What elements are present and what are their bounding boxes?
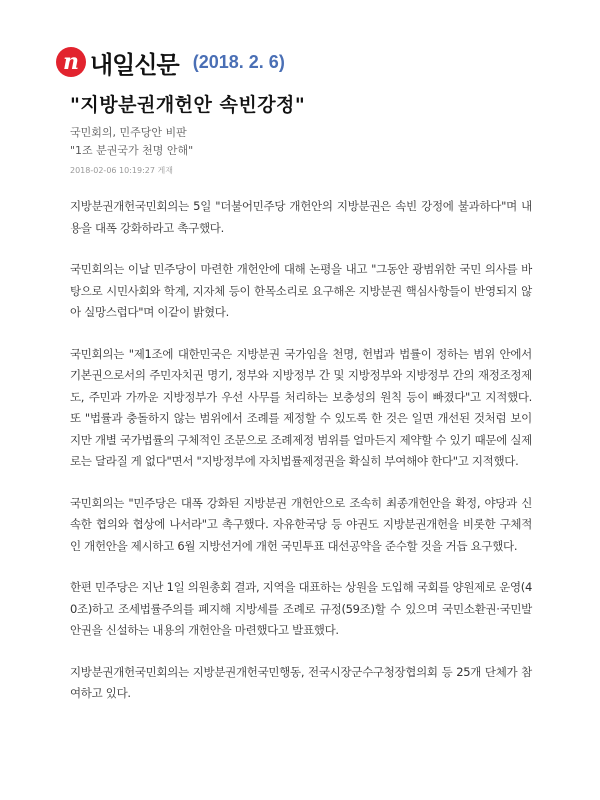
article-headline: "지방분권개헌안 속빈강정" (70, 94, 306, 116)
article-paragraph: 한편 민주당은 지난 1일 의원총회 결과, 지역을 대표하는 상원을 도입해 국회를 양원제로 운영(40조)하고 조세법률주의를 폐지해 지방세를 조례로 규정(59조)할 수 있으며 국민소환권·국민발안권을 신설하는 내용의 개헌안을 마련했다고 발표했다. (70, 580, 532, 637)
subheading: "1조 분권국가 천명 안해" (70, 144, 194, 157)
article-subheadings (70, 124, 193, 160)
publish-timestamp: 2018-02-06 10:19:27 게재 (70, 166, 173, 175)
article-body (70, 196, 532, 725)
article-paragraph: 국민회의는 이날 민주당이 마련한 개헌안에 대해 논평을 내고 "그동안 광범위한 국민 의사를 바탕으로 시민사회와 학계, 지자체 등이 한목소리로 요구해온 지방분권 핵심사항들이 반영되지 않아 실망스럽다"며 이같이 밝혔다. (70, 262, 532, 319)
article-paragraph: 국민회의는 "제1조에 대한민국은 지방분권 국가임을 천명, 헌법과 법률이 정하는 범위 안에서 기본권으로서의 주민자치권 명기, 정부와 지방정부 간 및 지방정부와 지방정부 간의 재정조정제도, 주민과 가까운 지방정부가 우선 사무를 처리하는 보충성의 원칙 등이 빠졌다"고 지적했다. 또 "법률과 충돌하지 않는 범위에서 조례를 제정할 수 있도록 한 것은 일면 개선된 것처럼 보이지만 개별 국가법률의 구체적인 조문으로 조례제정 범위를 얼마든지 제약할 수 있기 때문에 실제로는 달라질 게 없다"면서 "지방정부에 자치법률제정권을 확실히 부여해야 한다"고 지적했다. (70, 346, 532, 468)
newspaper-logo-icon: n (56, 47, 86, 77)
masthead (56, 44, 285, 80)
article-paragraph: 지방분권개헌국민회의는 5일 "더불어민주당 개헌안의 지방분권은 속빈 강정에 불과하다"며 내용을 대폭 강화하라고 촉구했다. (70, 199, 532, 235)
issue-date: (2018. 2. 6) (192, 51, 285, 72)
article-paragraph: 지방분권개헌국민회의는 지방분권개헌국민행동, 전국시장군수구청장협의회 등 25개 단체가 참여하고 있다. (70, 664, 532, 700)
newspaper-name: 내일신문 (90, 50, 179, 79)
subheading: 국민회의, 민주당안 비판 (70, 126, 187, 139)
article-paragraph: 국민회의는 "민주당은 대폭 강화된 지방분권 개헌안으로 조속히 최종개헌안을 확정, 야당과 신속한 협의와 협상에 나서라"고 촉구했다. 자유한국당 등 야권도 지방분권개헌을 비롯한 구체적인 개헌안을 제시하고 6월 지방선거에 개헌 국민투표 대선공약을 준수할 것을 거듭 요구했다. (70, 495, 532, 553)
